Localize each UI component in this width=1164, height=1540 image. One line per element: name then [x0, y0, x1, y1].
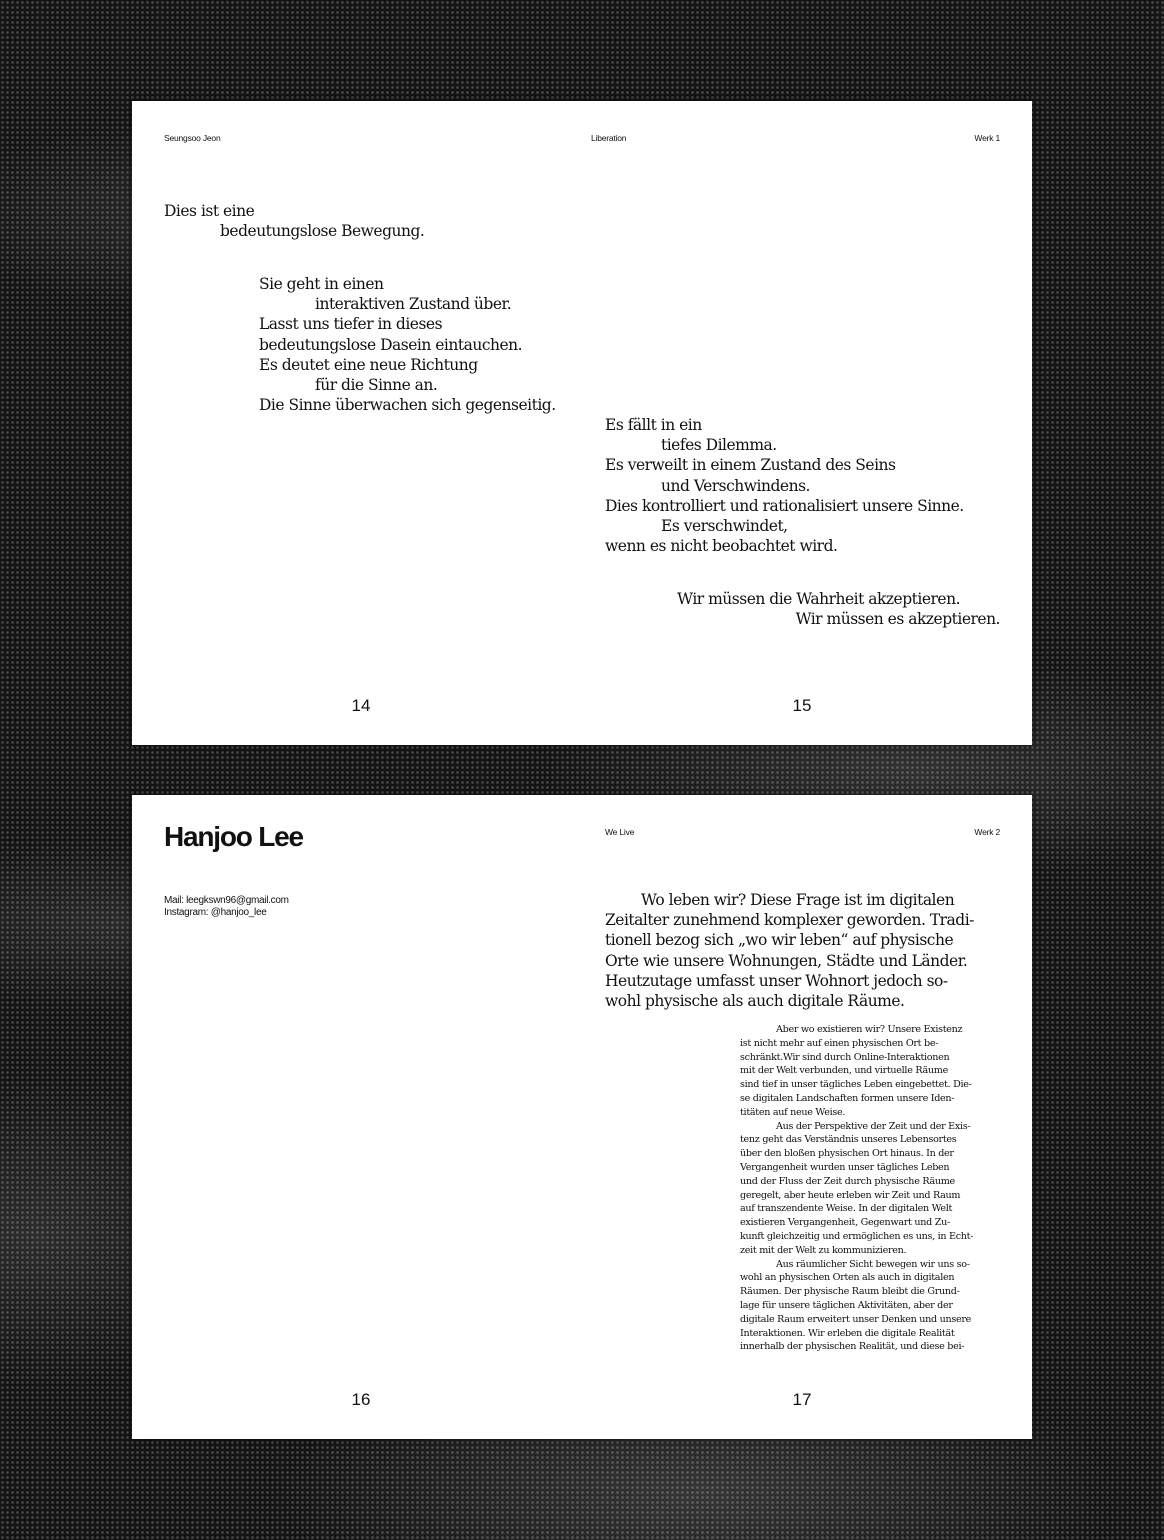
lead-line: Orte wie unsere Wohnungen, Städte und Länder. [605, 951, 968, 970]
poem-stanza-3 [605, 415, 964, 556]
body-line: Aber wo existieren wir? Unsere Existenz [776, 1024, 963, 1035]
body-line: titäten auf neue Weise. [740, 1106, 846, 1118]
poem-stanza-4 [677, 589, 1000, 629]
body-line: existieren Vergangenheit, Gegenwart und Zu- [740, 1217, 950, 1229]
running-head-work-title: Liberation [591, 133, 627, 143]
poem-stanza-1 [164, 201, 424, 241]
body-text [740, 1023, 1002, 1354]
author-contact [164, 895, 289, 919]
poem-stanza-2 [259, 274, 556, 415]
body-line: über den bloßen physischen Ort hinaus. In der [740, 1148, 954, 1160]
author-title: Hanjoo Lee [164, 821, 303, 852]
body-line: sind tief in unser tägliches Leben eingebettet. Die- [740, 1079, 972, 1091]
contact-instagram: Instagram: @hanjoo_lee [164, 907, 267, 918]
poem-line: Sie geht in einen [259, 275, 384, 293]
lead-line: Wo leben wir? Diese Frage ist im digitalen [641, 891, 955, 909]
body-line: Aus der Perspektive der Zeit und der Exis- [776, 1120, 971, 1132]
body-line: zeit mit der Welt zu kommunizieren. [740, 1244, 907, 1256]
spread-pages-14-15 [132, 101, 1032, 745]
poem-line: Es verschwindet, [661, 517, 788, 536]
body-line: tenz geht das Verständnis unseres Lebensortes [740, 1134, 957, 1146]
poem-line: Es verweilt in einem Zustand des Seins [605, 456, 896, 475]
poem-line: Lasst uns tiefer in dieses [259, 315, 443, 334]
body-line: digitale Raum erweitert unser Denken und unsere [740, 1313, 972, 1325]
body-line: und der Fluss der Zeit durch physische Räume [740, 1175, 955, 1187]
body-line: Aus räumlicher Sicht bewegen wir uns so- [776, 1258, 970, 1270]
running-head-work-title: We Live [605, 827, 635, 837]
poem-line: bedeutungslose Bewegung. [220, 222, 425, 241]
poem-line: wenn es nicht beobachtet wird. [605, 537, 838, 556]
poem-line: Dies kontrolliert und rationalisiert unsere Sinne. [605, 496, 964, 515]
contact-mail: Mail: leegkswn96@gmail.com [164, 895, 289, 906]
poem-line: Es deutet eine neue Richtung [259, 355, 478, 374]
page-number-left: 14 [351, 696, 371, 715]
poem-line: Es fällt in ein [605, 416, 702, 434]
body-line: geregelt, aber heute erleben wir Zeit und Raum [740, 1189, 961, 1201]
page-number-right: 17 [792, 1390, 812, 1409]
body-line: innerhalb der physischen Realität, und diese bei- [740, 1341, 965, 1353]
body-line: kunft gleichzeitig und ermöglichen es uns, in Echt- [740, 1230, 974, 1242]
body-line: schränkt.Wir sind durch Online-Interaktionen [740, 1051, 950, 1063]
poem-line: und Verschwindens. [661, 476, 810, 495]
running-head-work-label: Werk 1 [974, 133, 1000, 143]
poem-line: tiefes Dilemma. [661, 436, 777, 455]
lead-line: Zeitalter zunehmend komplexer geworden. Tradi- [605, 911, 974, 930]
body-line: Räumen. Der physische Raum bleibt die Grund- [740, 1286, 960, 1298]
poem-line: für die Sinne an. [315, 376, 438, 395]
body-line: Interaktionen. Wir erleben die digitale Realität [740, 1327, 955, 1339]
poem-line: Dies ist eine [164, 202, 255, 220]
body-line: ist nicht mehr auf einen physischen Ort be- [740, 1037, 939, 1049]
body-line: auf transzendente Weise. In der digitalen Welt [740, 1203, 953, 1215]
running-head-work-label: Werk 2 [974, 827, 1000, 837]
lead-line: tionell bezog sich „wo wir leben“ auf physische [605, 931, 954, 950]
body-line: mit der Welt verbunden, und virtuelle Räume [740, 1065, 948, 1077]
body-line: se digitalen Landschaften formen unsere Iden- [740, 1092, 955, 1104]
running-head-author: Seungsoo Jeon [164, 133, 221, 143]
lead-line: wohl physische als auch digitale Räume. [605, 992, 905, 1011]
poem-line: bedeutungslose Dasein eintauchen. [259, 335, 523, 354]
spread-pages-16-17 [132, 795, 1032, 1439]
body-line: wohl an physischen Orten als auch in digitalen [740, 1272, 955, 1284]
poem-line: interaktiven Zustand über. [315, 295, 512, 314]
page-number-right: 15 [792, 696, 812, 715]
lead-paragraph [605, 890, 1005, 1011]
body-line: lage für unsere täglichen Aktivitäten, aber der [740, 1299, 953, 1311]
poem-line: Wir müssen die Wahrheit akzeptieren. [677, 590, 960, 608]
lead-line: Heutzutage umfasst unser Wohnort jedoch so- [605, 971, 948, 990]
poem-line: Wir müssen es akzeptieren. [795, 610, 1000, 629]
body-line: Vergangenheit wurden unser tägliches Leben [740, 1161, 950, 1173]
poem-line: Die Sinne überwachen sich gegenseitig. [259, 396, 556, 415]
page-number-left: 16 [351, 1390, 371, 1409]
